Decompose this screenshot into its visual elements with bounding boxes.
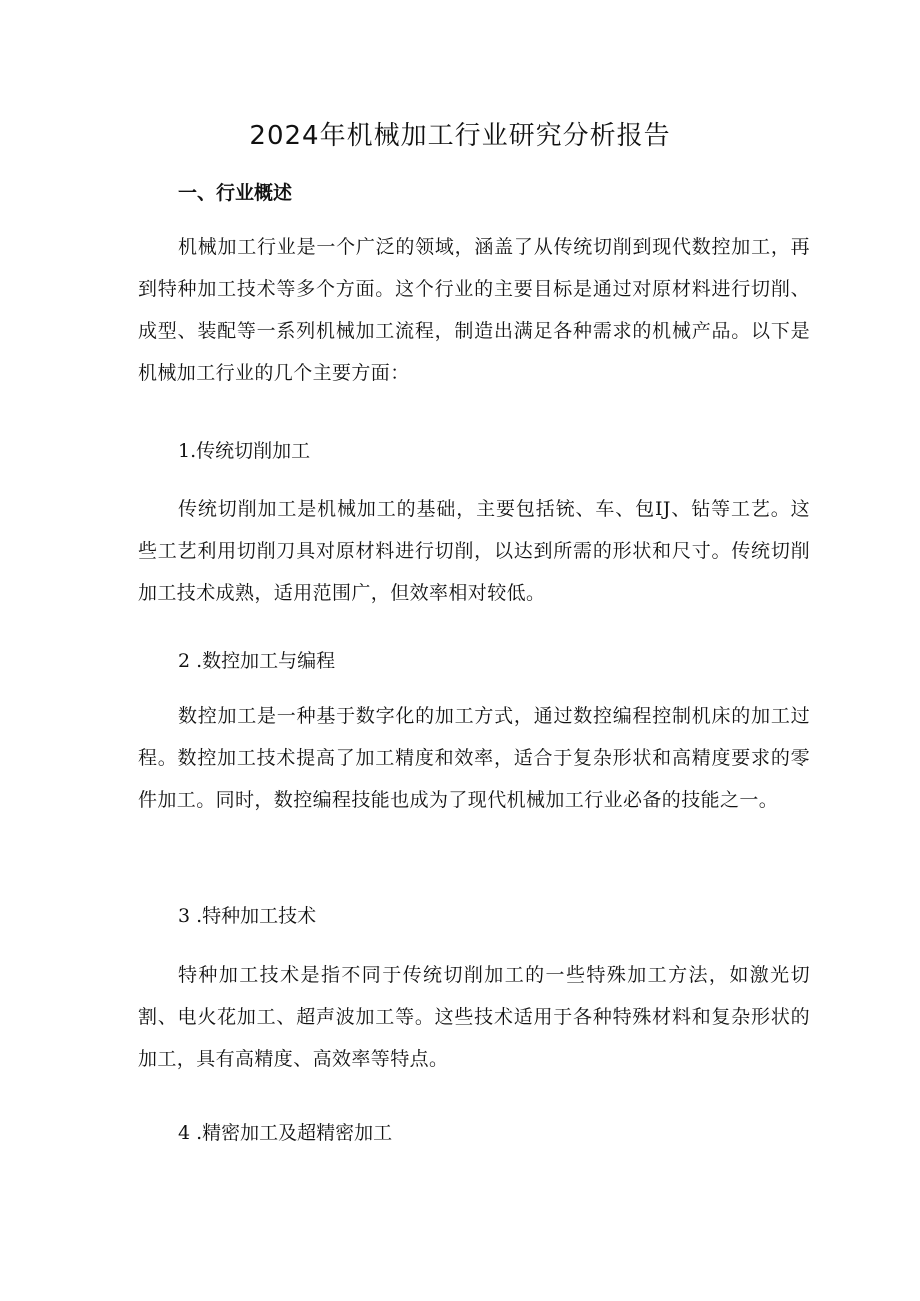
intro-paragraph: 机械加工行业是一个广泛的领域，涵盖了从传统切削到现代数控加工，再到特种加工技术等多个方面。这个行业的主要目标是通过对原材料进行切削、成型、装配等一系列机械加工流程，制造出满足各种需求的机械产品。以下是机械加工行业的几个主要方面： [138,236,810,384]
subsection-3-heading: 3 .特种加工技术 [178,905,317,927]
subsection-1-heading: 1.传统切削加工 [178,440,311,462]
document-title: 2024年机械加工行业研究分析报告 [249,121,671,151]
subsection-1-body: 传统切削加工是机械加工的基础，主要包括铳、车、包IJ、钻等工艺。这些工艺利用切削刀具对原材料进行切削，以达到所需的形状和尺寸。传统切削加工技术成熟，适用范围广，但效率相对较低。 [138,498,810,604]
subsection-3-body: 特种加工技术是指不同于传统切削加工的一些特殊加工方法，如激光切割、电火花加工、超声波加工等。这些技术适用于各种特殊材料和复杂形状的加工，具有高精度、高效率等特点。 [138,964,810,1070]
section-heading: 一、行业概述 [178,182,293,204]
subsection-4-heading: 4 .精密加工及超精密加工 [178,1122,393,1144]
subsection-2-body: 数控加工是一种基于数字化的加工方式，通过数控编程控制机床的加工过程。数控加工技术提高了加工精度和效率，适合于复杂形状和高精度要求的零件加工。同时，数控编程技能也成为了现代机械加工行业必备的技能之一。 [138,705,810,811]
subsection-2-heading: 2 .数控加工与编程 [178,650,336,672]
